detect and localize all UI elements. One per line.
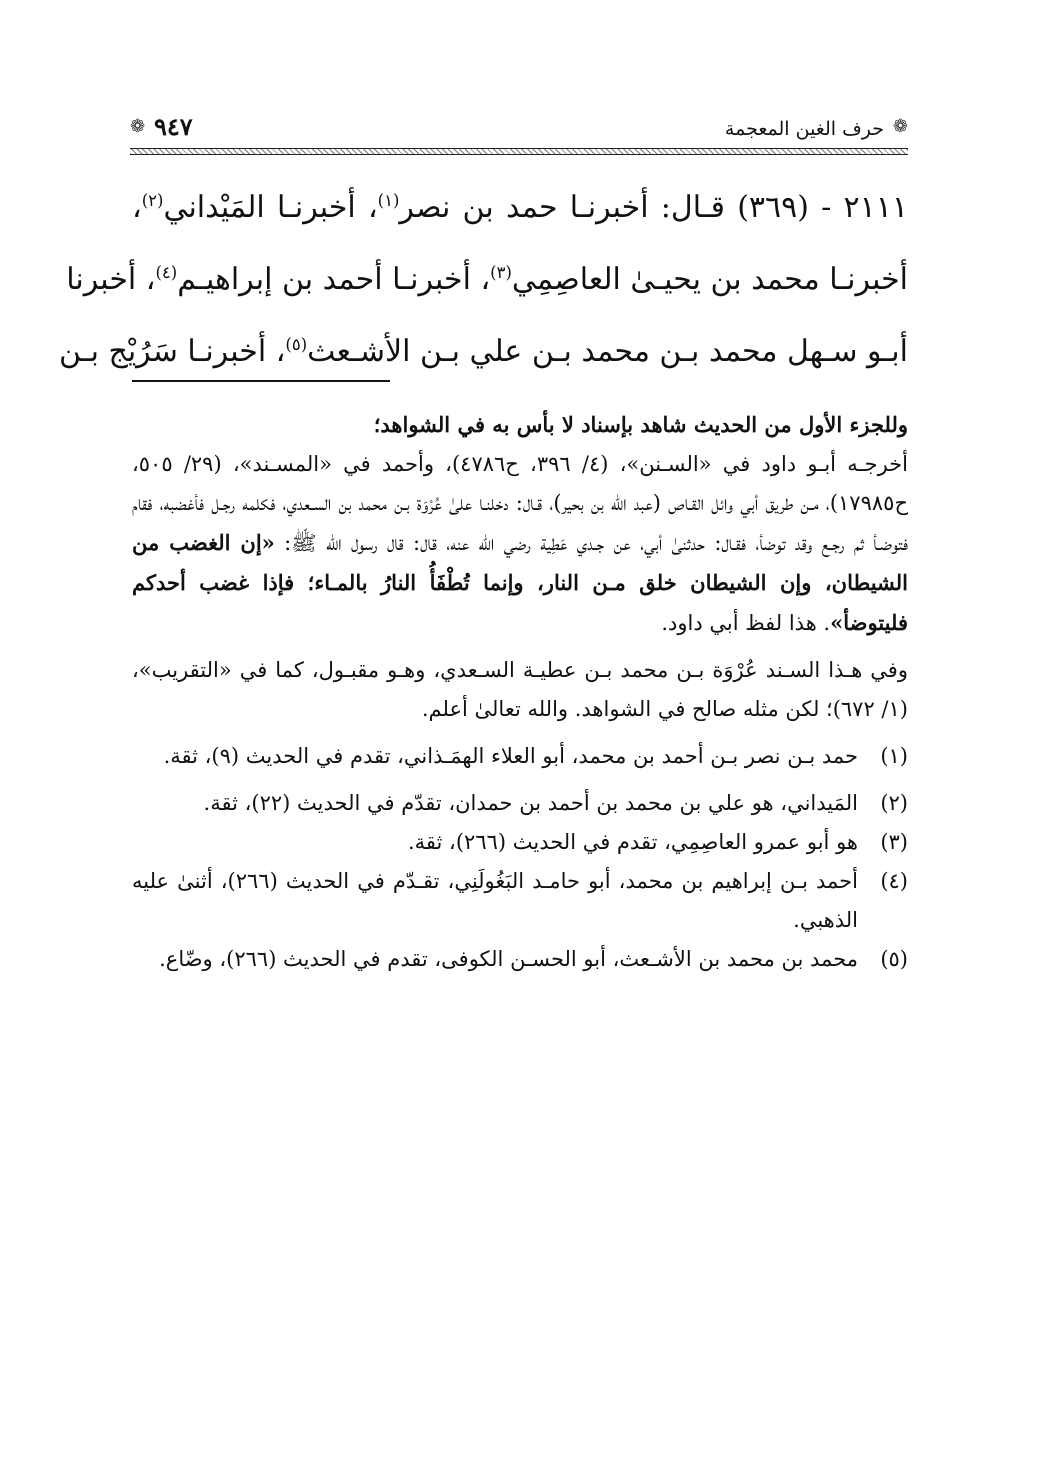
footnote-number: (٣): [880, 830, 908, 854]
footnote-1: [132, 737, 908, 776]
footnote-number: (٢): [880, 791, 908, 815]
footnote-ref-5[interactable]: (٥): [285, 335, 308, 354]
footnote-4: [132, 862, 908, 940]
text-segment: ، أخبرنـا سَرُيْج بـن: [58, 334, 286, 369]
intro-paragraph: [132, 445, 908, 643]
main-text: [58, 172, 908, 388]
text-segment: ، أخبرنا: [66, 262, 156, 297]
main-line-1: [132, 172, 908, 244]
footnote-text: حمد بـن نصر بـن أحمد بن محمد، أبو العلاء الهمَـذاني، تقدم في الحديث (٩)، ثقة.: [163, 744, 858, 768]
intro-body-a: أخرجـه أبـو داود في «السـنن»، (٤/ ٣٩٦، ح٤٧٨٦)، وأحمد في «المسـند»، (٢٩/ ٥٠٥، ح١٧٩٨٥)، مـن طريق أبي وائل القـاص (عبد الله بن بحير)، قـال: دخلنـا علىٰ عُرْوَة بـن محمد بن السـعدي، فكلمه رجـل فأغضبه، فقام فتوضـأ ثم رجـع وقد توضأ، فقـال: حدثنىٰ أبي، عن جـدي عَطِية رضي الله عنه، قال: قال رسول الله ﷺ:: [132, 452, 909, 555]
chapter-title: حرف الغين المعجمة: [724, 118, 884, 140]
footnote-number: (١): [880, 744, 908, 768]
footnote-ref-2[interactable]: (٢): [141, 191, 164, 210]
footnote-text: المَيداني، هو علي بن محمد بن أحمد بن حمدان، تقدّم في الحديث (٢٢)، ثقة.: [203, 791, 858, 815]
second-paragraph: وفي هـذا السـند عُرْوَة بـن محمد بـن عطيـة السـعدي، وهـو مقبـول، كما في «التقريب»، (١/ ٦٧٢)؛ لكن مثله صالح في الشواهد. والله تعالىٰ أعلم.: [132, 658, 908, 721]
text-segment: ، أخبرنـا المَيْداني: [163, 190, 378, 225]
hadith-quote: «إن الغضب من الشيطان، وإن الشيطان خلق مـن النار، وإنما تُطْفَأُ النارُ بالمـاء؛ فإذا غضب أحدكم فليتوضأ»: [132, 530, 908, 635]
footnotes-section: [132, 405, 908, 979]
footnote-number: (٤): [880, 869, 908, 893]
ornament-right-icon: ❁: [892, 116, 908, 137]
main-line-3: [58, 316, 908, 388]
text-segment: أخبرنـا محمد بن يحيـىٰ العاصِمِي: [511, 262, 908, 297]
page-number: ٩٤٧: [154, 112, 193, 141]
footnote-3: [132, 823, 908, 862]
intro-heading-text: وللجزء الأول من الحديث شاهد بإسناد لا بأس به في الشواهد؛: [373, 412, 908, 437]
ornament-left-icon: ❁: [130, 116, 146, 137]
running-header: [130, 112, 908, 152]
footnote-text: محمد بن محمد بن الأشـعث، أبو الحسـن الكوفى، تقدم في الحديث (٢٦٦)، وضّاع.: [159, 947, 858, 971]
header-rule: [130, 148, 908, 155]
text-segment: ، أخبرنـا أحمد بن إبراهيـم: [177, 262, 491, 297]
footnote-ref-3[interactable]: (٣): [490, 263, 512, 282]
text-segment: ،: [132, 190, 142, 225]
footnote-separator: [132, 380, 390, 382]
footnote-text: هو أبو عمرو العاصِمِي، تقدم في الحديث (٢٦٦)، ثقة.: [407, 830, 858, 854]
intro-heading: [132, 405, 908, 445]
footnote-5: [132, 940, 908, 979]
text-segment: ٢١١١ - (٣٦٩) قـال: أخبرنـا حمد بن نصر: [399, 190, 908, 225]
text-segment: أبـو سـهل محمد بـن محمد بـن علي بـن الأشـعث: [307, 334, 908, 369]
footnote-ref-4[interactable]: (٤): [155, 263, 178, 282]
footnote-2: [132, 784, 908, 823]
intro-body-b: . هذا لفظ أبي داود.: [661, 611, 831, 635]
footnote-text: أحمد بـن إبراهيم بن محمد، أبو حامـد البَغُولَنِي، تقـدّم في الحديث (٢٦٦)، أثنىٰ عليه الذهبي.: [132, 869, 859, 932]
main-line-2: [66, 244, 908, 316]
footnote-ref-1[interactable]: (١): [377, 191, 400, 210]
footnote-number: (٥): [880, 947, 908, 971]
